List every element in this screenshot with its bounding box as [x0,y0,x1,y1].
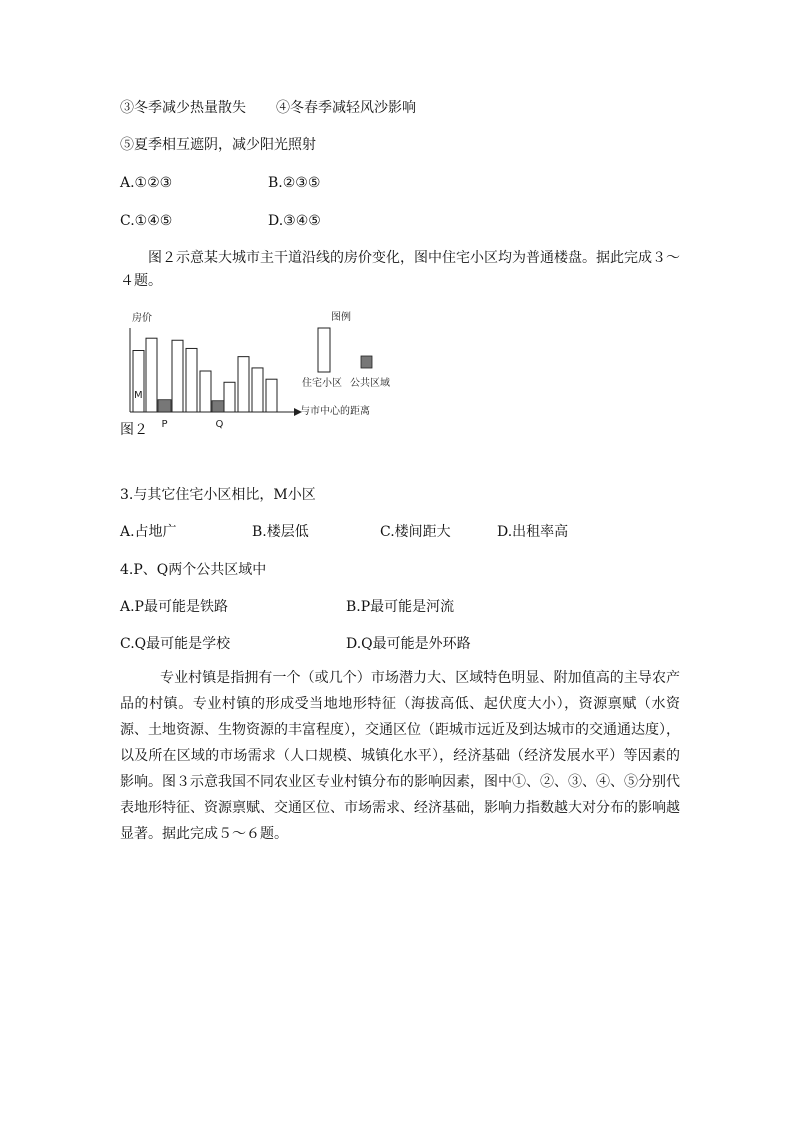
q2-choice-b: B.②③⑤ [268,175,321,191]
residential-bar [252,368,263,412]
q2-option-4: ④冬春季减轻风沙影响 [276,100,416,116]
public-area-bar [158,400,171,412]
q3-choice-c: C.楼间距大 [380,524,451,540]
residential-bar [172,340,183,412]
residential-bar [146,338,157,412]
bar-label-q: Q [215,419,224,430]
legend-residential-swatch [318,328,330,372]
q2-option-5: ⑤夏季相互遮阴，减少阳光照射 [120,137,316,153]
y-axis-label: 房价 [132,313,152,324]
figure-2-chart [128,308,428,433]
q3-choice-a: A.占地广 [120,524,177,540]
residential-bar [200,371,211,412]
x-axis-label: 与市中心的距离 [300,406,370,417]
q4-choice-a: A.P最可能是铁路 [120,599,228,615]
q3-choice-d: D.出租率高 [497,524,569,540]
q4-choice-b: B.P最可能是河流 [346,599,455,615]
q4-choice-d: D.Q最可能是外环路 [346,636,471,652]
bar-label-p: P [161,419,168,430]
intro2-line-1: 图２示意某大城市主干道沿线的房价变化，图中住宅小区均为普通楼盘。据此完成３～ [148,250,680,266]
bar-label-m: M [134,390,143,401]
legend-residential-label: 住宅小区 [302,378,342,389]
legend-public-label: 公共区域 [350,378,390,389]
residential-bar [133,351,144,413]
bar-group [133,338,277,412]
legend-title: 图例 [331,312,351,323]
figure-2-caption: 图２ [120,422,148,438]
q2-option-3: ③冬季减少热量散失 [120,100,246,116]
intro3-text: 专业村镇是指拥有一个（或几个）市场潜力大、区域特色明显、附加值高的主导农产品的村镇。专业村镇的形成受当地地形特征（海拔高低、起伏度大小），资源禀赋（水资源、土地资源、生物资源的丰富程度），交通区位（距城市远近及到达城市的交通通达度），以及所在区域的市场需求（人口规模、城镇化水平），经济基础（经济发展水平）等因素的影响。图３示意我国不同农业区专业村镇分布的影响因素，图中①、②、③、④、⑤分别代表地形特征、资源禀赋、交通区位、市场需求、经济基础，影响力指数越大对分布的影响越显著。据此完成５～６题。 [120,670,680,842]
q2-choice-d: D.③④⑤ [268,213,321,229]
residential-bar [238,357,249,412]
public-area-bar [212,401,225,412]
residential-bar [266,379,277,412]
intro2-line-2: ４题。 [120,273,162,289]
residential-bar [186,348,197,412]
intro3-paragraph [120,665,680,847]
residential-bar [224,382,235,412]
q3-choice-b: B.楼层低 [252,524,309,540]
q2-choice-a: A.①②③ [120,175,173,191]
q3-stem: 3.与其它住宅小区相比，M小区 [120,487,316,503]
legend-public-swatch [361,356,372,368]
q4-choice-c: C.Q最可能是学校 [120,636,231,652]
q4-stem: 4.P、Q两个公共区域中 [120,562,267,578]
q2-choice-c: C.①④⑤ [120,213,173,229]
